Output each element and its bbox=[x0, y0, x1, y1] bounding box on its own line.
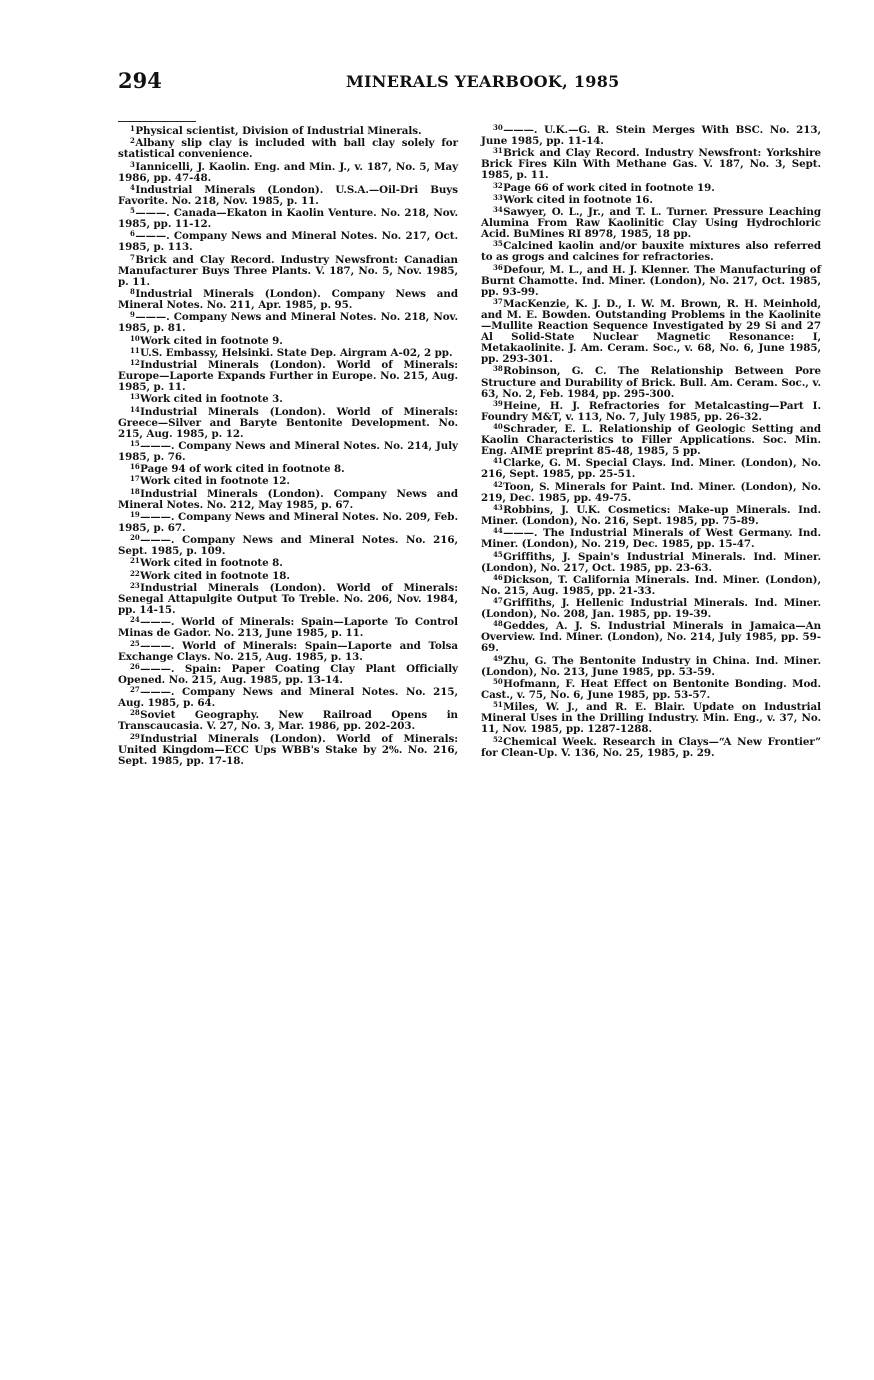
footnote-text: Zhu, G. The Bentonite Industry in China. Ind. Miner. (London), No. 213, June 1985, pp. 53-59. bbox=[481, 654, 821, 678]
footnote-text: Work cited in footnote 16. bbox=[503, 193, 653, 206]
footnote-marker: 21 bbox=[130, 556, 140, 566]
footnote-4 bbox=[118, 182, 458, 207]
footnote-text: Work cited in footnote 3. bbox=[140, 393, 283, 406]
footnote-21 bbox=[118, 558, 458, 569]
footnote-47 bbox=[481, 598, 821, 620]
footnote-marker: 41 bbox=[493, 456, 503, 466]
footnote-10 bbox=[118, 333, 458, 347]
footnote-text: ———. Company News and Mineral Notes. No. 214, July 1985, p. 76. bbox=[118, 439, 458, 463]
footnote-marker: 27 bbox=[130, 685, 140, 695]
page-number: 294 bbox=[118, 68, 162, 93]
footnote-text: Industrial Minerals (London). World of Minerals: Senegal Attapulgite Output To Treble. No. 206, Nov. 1984, pp. 14-15. bbox=[118, 581, 458, 617]
footnote-marker: 25 bbox=[130, 638, 140, 648]
footnote-16 bbox=[118, 464, 458, 475]
footnote-38 bbox=[481, 366, 821, 399]
footnote-text: Industrial Minerals (London). Company News and Mineral Notes. No. 211, Apr. 1985, p. 95. bbox=[118, 287, 458, 312]
footnote-31 bbox=[481, 148, 821, 181]
footnote-30 bbox=[481, 125, 821, 147]
footnote-marker: 40 bbox=[493, 422, 503, 432]
footnote-marker: 48 bbox=[493, 619, 503, 629]
footnote-marker: 28 bbox=[130, 708, 140, 718]
footnotes-right-column bbox=[481, 125, 821, 760]
footnote-text: ———. World of Minerals: Spain—Laporte To Control Minas de Gador. No. 213, June 1985, p. 11. bbox=[118, 616, 458, 640]
footnote-marker: 12 bbox=[130, 358, 140, 367]
footnote-marker: 36 bbox=[493, 262, 503, 272]
footnote-rule bbox=[118, 121, 196, 122]
footnote-text: U.S. Embassy, Helsinki. State Dep. Airgram A-02, 2 pp. bbox=[140, 346, 453, 359]
footnote-11 bbox=[118, 345, 458, 359]
footnote-text: MacKenzie, K. J. D., I. W. M. Brown, R. H. Meinhold, and M. E. Bowden. Outstanding Problems in the Kaolinite—Mullite Reaction Sequence Investigated by 29 Si and 27 Al Solid-State Nuclear Magnetic Resonance: I, Metakaolinite. J. Am. Ceram. Soc., v. 68, No. 6, June 1985, pp. 293-301. bbox=[481, 298, 821, 366]
footnote-text: ———. Company News and Mineral Notes. No. 215, Aug. 1985, p. 64. bbox=[118, 686, 458, 710]
footnote-text: ———. Company News and Mineral Notes. No. 218, Nov. 1985, p. 81. bbox=[118, 311, 458, 335]
footnote-text: Industrial Minerals (London). World of Minerals: Europe—Laporte Expands Further in Europe. No. 215, Aug. 1985, p. 11. bbox=[118, 359, 458, 394]
footnote-marker: 9 bbox=[130, 310, 135, 320]
footnote-9 bbox=[118, 312, 458, 334]
footnote-text: Soviet Geography. New Railroad Opens in Transcaucasia. V. 27, No. 3, Mar. 1986, pp. 202-203. bbox=[118, 709, 458, 733]
footnote-15 bbox=[118, 438, 458, 463]
footnote-text: Calcined kaolin and/or bauxite mixtures also referred to as grogs and calcines for refractories. bbox=[481, 240, 821, 264]
footnote-marker: 7 bbox=[130, 252, 135, 262]
footnotes-left-column bbox=[118, 126, 458, 768]
footnote-marker: 1 bbox=[130, 124, 135, 133]
footnote-marker: 52 bbox=[493, 734, 503, 744]
footnote-12 bbox=[118, 360, 458, 393]
footnote-text: Clarke, G. M. Special Clays. Ind. Miner. (London), No. 216, Sept. 1985, pp. 25-51. bbox=[481, 457, 821, 481]
footnote-text: Griffiths, J. Spain's Industrial Minerals. Ind. Miner. (London), No. 217, Oct. 1985, pp. 23-63. bbox=[481, 550, 821, 574]
footnote-1 bbox=[118, 126, 458, 137]
footnote-marker: 37 bbox=[493, 297, 503, 307]
footnote-marker: 50 bbox=[493, 677, 503, 686]
footnote-text: ———. Canada—Ekaton in Kaolin Venture. No. 218, Nov. 1985, pp. 11-12. bbox=[118, 207, 458, 231]
footnote-marker: 43 bbox=[493, 502, 503, 512]
footnote-marker: 39 bbox=[493, 398, 503, 408]
footnote-text: Brick and Clay Record. Industry Newsfront: Yorkshire Brick Fires Kiln With Methane Gas. V. 187, No. 3, Sept. 1985, p. 11. bbox=[481, 147, 821, 182]
footnote-14 bbox=[118, 404, 458, 440]
footnote-43 bbox=[481, 502, 821, 528]
footnote-text: Geddes, A. J. S. Industrial Minerals in Jamaica—An Overview. Ind. Miner. (London), No. 214, July 1985, pp. 59-69. bbox=[481, 620, 821, 655]
footnote-23 bbox=[118, 580, 458, 617]
footnote-marker: 11 bbox=[130, 345, 140, 355]
footnote-marker: 38 bbox=[493, 364, 503, 374]
footnote-marker: 15 bbox=[130, 438, 140, 448]
footnote-32 bbox=[481, 180, 821, 194]
footnote-6 bbox=[118, 231, 458, 253]
footnote-text: Work cited in footnote 12. bbox=[140, 475, 290, 488]
footnote-marker: 6 bbox=[130, 229, 135, 239]
footnote-text: ———. U.K.—G. R. Stein Merges With BSC. No. 213, June 1985, pp. 11-14. bbox=[481, 124, 821, 148]
footnote-26 bbox=[118, 661, 458, 686]
footnote-text: Page 94 of work cited in footnote 8. bbox=[140, 463, 345, 476]
footnote-text: Industrial Minerals (London). U.S.A.—Oil-Dri Buys Favorite. No. 218, Nov. 1985, p. 11. bbox=[118, 183, 458, 207]
footnote-marker: 44 bbox=[493, 526, 503, 536]
footnote-marker: 30 bbox=[493, 123, 503, 132]
footnote-marker: 51 bbox=[493, 700, 503, 710]
footnote-42 bbox=[481, 479, 821, 504]
footnote-text: Robinson, G. C. The Relationship Between Pore Structure and Durability of Brick. Bull. Am. Ceram. Soc., v. 63, No. 2, Feb. 1984, pp. 295-300. bbox=[481, 365, 821, 400]
footnote-marker: 31 bbox=[493, 146, 503, 156]
footnote-text: Page 66 of work cited in footnote 19. bbox=[503, 181, 715, 194]
footnote-39 bbox=[481, 398, 821, 423]
footnote-text: Sawyer, O. L., Jr., and T. L. Turner. Pressure Leaching Alumina From Raw Kaolinitic Clay Using Hydrochloric Acid. BuMines RI 8978, 1985, 18 pp. bbox=[481, 206, 821, 241]
footnote-34 bbox=[481, 207, 821, 240]
footnote-20 bbox=[118, 535, 458, 557]
footnote-marker: 45 bbox=[493, 549, 503, 559]
footnote-text: Industrial Minerals (London). World of Minerals: Greece—Silver and Baryte Bentonite Development. No. 215, Aug. 1985, p. 12. bbox=[118, 405, 458, 440]
footnote-25 bbox=[118, 638, 458, 663]
footnote-marker: 14 bbox=[130, 404, 140, 414]
footnote-text: Work cited in footnote 8. bbox=[140, 557, 283, 570]
footnote-marker: 10 bbox=[130, 333, 140, 343]
footnote-35 bbox=[481, 241, 821, 263]
footnote-text: Schrader, E. L. Relationship of Geologic Setting and Kaolin Characteristics to Filler Applications. Soc. Min. Eng. AIME preprint 85-48, 1985, 5 pp. bbox=[481, 423, 821, 458]
footnote-text: Chemical Week. Research in Clays—“A New Frontier” for Clean-Up. V. 136, No. 25, 1985, p. 29. bbox=[481, 735, 821, 759]
footnote-marker: 17 bbox=[130, 474, 140, 484]
footnote-7 bbox=[118, 252, 458, 288]
footnote-text: ———. Spain: Paper Coating Clay Plant Officially Opened. No. 215, Aug. 1985, pp. 13-14. bbox=[118, 662, 458, 686]
footnote-marker: 20 bbox=[130, 533, 140, 543]
footnote-text: ———. Company News and Mineral Notes. No. 217, Oct. 1985, p. 113. bbox=[118, 230, 458, 254]
footnote-marker: 32 bbox=[493, 180, 503, 190]
footnote-marker: 16 bbox=[130, 462, 140, 472]
footnote-22 bbox=[118, 568, 458, 582]
footnote-17 bbox=[118, 476, 458, 487]
footnote-marker: 34 bbox=[493, 205, 503, 215]
footnote-text: Albany slip clay is included with ball clay solely for statistical convenience. bbox=[118, 137, 458, 161]
footnote-text: Brick and Clay Record. Industry Newsfront: Canadian Manufacturer Buys Three Plants. V. 187, No. 5, Nov. 1985, p. 11. bbox=[118, 253, 458, 288]
footnote-text: Hofmann, F. Heat Effect on Bentonite Bonding. Mod. Cast., v. 75, No. 6, June 1985, pp. 53-57. bbox=[481, 678, 821, 702]
footnote-text: Toon, S. Minerals for Paint. Ind. Miner. (London), No. 219, Dec. 1985, pp. 49-75. bbox=[481, 480, 821, 504]
footnote-marker: 22 bbox=[130, 568, 140, 578]
footnote-marker: 13 bbox=[130, 392, 140, 402]
footnote-29 bbox=[118, 731, 458, 767]
footnote-marker: 18 bbox=[130, 486, 140, 496]
footnote-text: Industrial Minerals (London). World of Minerals: United Kingdom—ECC Ups WBB's Stake by 2%. No. 216, Sept. 1985, pp. 17-18. bbox=[118, 732, 458, 767]
footnote-8 bbox=[118, 286, 458, 312]
footnote-41 bbox=[481, 458, 821, 480]
footnote-24 bbox=[118, 617, 458, 639]
footnote-marker: 35 bbox=[493, 239, 503, 249]
footnote-52 bbox=[481, 734, 821, 759]
footnote-marker: 4 bbox=[130, 182, 135, 192]
footnote-3 bbox=[118, 159, 458, 184]
footnote-text: ———. Company News and Mineral Notes. No. 209, Feb. 1985, p. 67. bbox=[118, 510, 458, 534]
footnote-text: Work cited in footnote 18. bbox=[140, 569, 290, 582]
footnote-marker: 19 bbox=[130, 509, 140, 519]
footnote-49 bbox=[481, 653, 821, 678]
footnote-text: Dickson, T. California Minerals. Ind. Miner. (London), No. 215, Aug. 1985, pp. 21-33. bbox=[481, 573, 821, 597]
footnote-marker: 47 bbox=[493, 596, 503, 606]
footnote-13 bbox=[118, 394, 458, 405]
footnote-28 bbox=[118, 710, 458, 732]
footnote-text: Griffiths, J. Hellenic Industrial Minerals. Ind. Miner. (London), No. 208, Jan. 1985, pp. 19-39. bbox=[481, 597, 821, 621]
footnote-marker: 49 bbox=[493, 653, 503, 663]
footnote-text: Industrial Minerals (London). Company News and Mineral Notes. No. 212, May 1985, p. 67. bbox=[118, 487, 458, 511]
footnote-marker: 42 bbox=[493, 479, 503, 489]
footnote-marker: 23 bbox=[130, 580, 140, 590]
footnote-marker: 5 bbox=[130, 206, 135, 216]
footnote-48 bbox=[481, 621, 821, 654]
footnote-marker: 29 bbox=[130, 731, 140, 741]
footnote-45 bbox=[481, 549, 821, 574]
footnote-text: Work cited in footnote 9. bbox=[140, 334, 283, 347]
footnote-text: ———. World of Minerals: Spain—Laporte and Tolsa Exchange Clays. No. 215, Aug. 1985, p. 13. bbox=[118, 639, 458, 663]
footnote-2 bbox=[118, 138, 458, 160]
footnote-marker: 2 bbox=[130, 136, 135, 146]
footnote-19 bbox=[118, 509, 458, 534]
footnote-36 bbox=[481, 262, 821, 298]
footnote-text: Iannicelli, J. Kaolin. Eng. and Min. J., v. 187, No. 5, May 1986, pp. 47-48. bbox=[118, 160, 458, 184]
footnote-marker: 3 bbox=[130, 159, 135, 169]
footnote-46 bbox=[481, 572, 821, 597]
footnote-marker: 26 bbox=[130, 661, 140, 671]
footnote-text: Robbins, J. U.K. Cosmetics: Make-up Minerals. Ind. Miner. (London), No. 216, Sept. 1985, pp. 75-89. bbox=[481, 503, 821, 528]
footnote-marker: 8 bbox=[130, 286, 135, 296]
footnote-51 bbox=[481, 702, 821, 735]
footnote-50 bbox=[481, 679, 821, 701]
footnote-37 bbox=[481, 299, 821, 365]
footnote-5 bbox=[118, 208, 458, 230]
footnote-text: Heine, H. J. Refractories for Metalcasting—Part I. Foundry M&T, v. 113, No. 7, July 1985, pp. 26-32. bbox=[481, 399, 821, 423]
footnote-18 bbox=[118, 486, 458, 511]
footnote-marker: 24 bbox=[130, 615, 140, 625]
footnote-marker: 46 bbox=[493, 572, 503, 582]
running-head: MINERALS YEARBOOK, 1985 bbox=[346, 72, 620, 91]
footnote-text: ———. Company News and Mineral Notes. No. 216, Sept. 1985, p. 109. bbox=[118, 534, 458, 558]
footnote-33 bbox=[481, 192, 821, 206]
footnote-text: Miles, W. J., and R. E. Blair. Update on Industrial Mineral Uses in the Drilling Industry. Min. Eng., v. 37, No. 11, Nov. 1985, pp. 1287-1288. bbox=[481, 701, 821, 736]
footnote-40 bbox=[481, 424, 821, 457]
footnote-text: Physical scientist, Division of Industrial Minerals. bbox=[135, 125, 422, 137]
footnote-44 bbox=[481, 528, 821, 550]
footnote-27 bbox=[118, 687, 458, 709]
footnote-text: ———. The Industrial Minerals of West Germany. Ind. Miner. (London), No. 219, Dec. 1985, pp. 15-47. bbox=[481, 527, 821, 551]
footnote-text: Defour, M. L., and H. J. Klenner. The Manufacturing of Burnt Chamotte. Ind. Miner. (London), No. 217, Oct. 1985, pp. 93-99. bbox=[481, 263, 821, 298]
footnote-marker: 33 bbox=[493, 192, 503, 202]
